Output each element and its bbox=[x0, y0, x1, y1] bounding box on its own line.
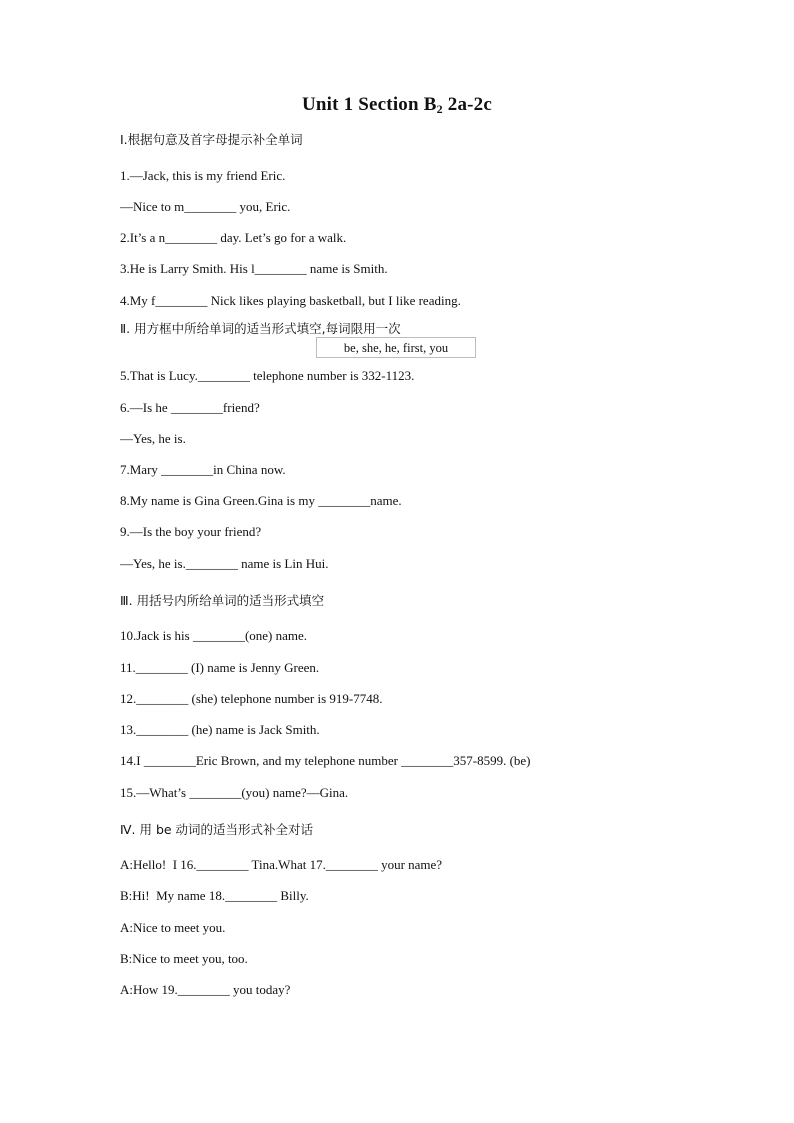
title-suffix: 2a-2c bbox=[442, 94, 493, 115]
section-4-heading: Ⅳ. 用 be 动词的适当形式补全对话 bbox=[120, 822, 314, 837]
question-line: 1.—Jack, this is my friend Eric. bbox=[120, 168, 286, 183]
title-subscript: 2 bbox=[436, 102, 443, 116]
question-line: 9.—Is the boy your friend? bbox=[120, 524, 262, 539]
dialogue-line: B:Hi! My name 18.________ Billy. bbox=[120, 888, 309, 903]
word-box: be, she, he, first, you bbox=[316, 337, 476, 358]
question-line: 6.—Is he ________friend? bbox=[120, 400, 260, 415]
question-line: 12.________ (she) telephone number is 919-7748. bbox=[120, 691, 383, 706]
title-text: Unit 1 Section B bbox=[301, 94, 437, 115]
question-line: 4.My f________ Nick likes playing basketball, but I like reading. bbox=[120, 293, 461, 308]
question-line: —Yes, he is. bbox=[120, 431, 186, 446]
question-line: 2.It’s a n________ day. Let’s go for a walk. bbox=[120, 230, 347, 245]
question-line: 13.________ (he) name is Jack Smith. bbox=[120, 722, 320, 737]
page-title bbox=[0, 94, 794, 117]
question-line: 10.Jack is his ________(one) name. bbox=[120, 628, 308, 643]
question-line: 8.My name is Gina Green.Gina is my ________name. bbox=[120, 493, 402, 508]
question-line: 5.That is Lucy.________ telephone number is 332-1123. bbox=[120, 368, 415, 383]
dialogue-line: A:Nice to meet you. bbox=[120, 920, 226, 935]
dialogue-line: B:Nice to meet you, too. bbox=[120, 951, 248, 966]
dialogue-line: A:How 19.________ you today? bbox=[120, 982, 291, 997]
question-line: —Yes, he is.________ name is Lin Hui. bbox=[120, 556, 329, 571]
question-line: 14.I ________Eric Brown, and my telephone number ________357-8599. (be) bbox=[120, 753, 531, 768]
question-line: —Nice to m________ you, Eric. bbox=[120, 199, 291, 214]
question-line: 7.Mary ________in China now. bbox=[120, 462, 286, 477]
dialogue-line: A:Hello! I 16.________ Tina.What 17.________ your name? bbox=[120, 857, 443, 872]
section-3-heading: Ⅲ. 用括号内所给单词的适当形式填空 bbox=[120, 593, 325, 608]
question-line: 3.He is Larry Smith. His l________ name is Smith. bbox=[120, 261, 388, 276]
question-line: 15.—What’s ________(you) name?—Gina. bbox=[120, 785, 349, 800]
question-line: 11.________ (I) name is Jenny Green. bbox=[120, 660, 320, 675]
section-2-heading: Ⅱ. 用方框中所给单词的适当形式填空,每词限用一次 bbox=[120, 321, 401, 336]
section-1-heading: Ⅰ.根据句意及首字母提示补全单词 bbox=[120, 132, 303, 147]
